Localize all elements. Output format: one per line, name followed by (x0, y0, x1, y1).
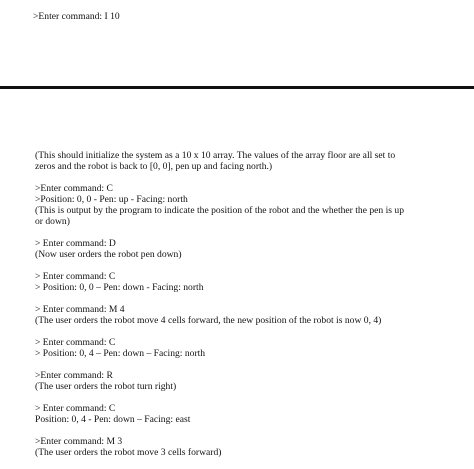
first-command-line: >Enter command: I 10 (33, 11, 120, 22)
text-line: > Enter command: C (35, 271, 116, 282)
text-line: >Enter command: C (35, 183, 113, 194)
text-line: (The user orders the robot move 4 cells forward, the new position of the robot is now 0, 4) (35, 315, 382, 326)
text-line: >Position: 0, 0 - Pen: up - Facing: north (35, 194, 188, 205)
text-line: >Enter command: M 3 (35, 436, 123, 447)
paragraph-move-4 (35, 304, 465, 326)
document-body (35, 150, 465, 469)
paragraph-pen-down (35, 238, 465, 260)
paragraph-move-3 (35, 436, 465, 458)
paragraph-check-position-3 (35, 337, 465, 359)
text-line: or down) (35, 216, 70, 227)
paragraph-turn-right (35, 370, 465, 392)
text-line: > Enter command: D (35, 238, 116, 249)
text-line: >Enter command: R (35, 370, 113, 381)
text-line: > Position: 0, 4 – Pen: down – Facing: north (35, 348, 206, 359)
paragraph-initialize (35, 150, 465, 172)
text-line: > Position: 0, 0 – Pen: down - Facing: north (35, 282, 204, 293)
paragraph-check-position-4 (35, 403, 465, 425)
text-line: (This should initialize the system as a 10 x 10 array. The values of the array floor are all set to (35, 150, 396, 161)
text-line: > Enter command: M 4 (35, 304, 125, 315)
text-line: Position: 0, 4 - Pen: down – Facing: east (35, 414, 191, 425)
text-line: (Now user orders the robot pen down) (35, 249, 182, 260)
horizontal-divider (0, 86, 474, 89)
paragraph-check-position-2 (35, 271, 465, 293)
text-line: (The user orders the robot move 3 cells forward) (35, 447, 222, 458)
text-line: > Enter command: C (35, 403, 116, 414)
text-line: (This is output by the program to indicate the position of the robot and the whether the pen is up (35, 205, 405, 216)
text-line: > Enter command: C (35, 337, 116, 348)
paragraph-check-position (35, 183, 465, 227)
text-line: zeros and the robot is back to [0, 0], pen up and facing north.) (35, 161, 273, 172)
text-line: (The user orders the robot turn right) (35, 381, 177, 392)
